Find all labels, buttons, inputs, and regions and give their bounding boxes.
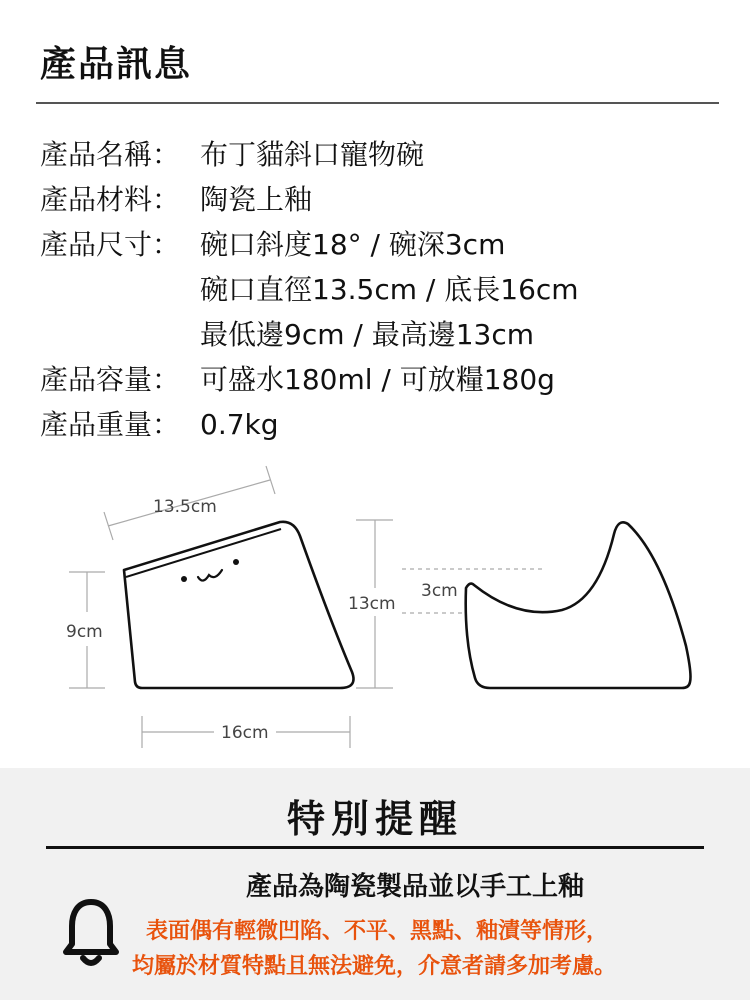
title-divider [36,102,719,104]
notice-panel [0,768,750,1000]
spec-value: 0.7kg [200,408,279,441]
bowl-side-view [124,522,354,688]
page-title: 產品訊息 [40,44,193,85]
notice-heading: 產品為陶瓷製品並以手工上釉 [245,872,584,902]
bowl-section-view [466,522,691,688]
dim-label-high: 13cm [348,594,396,614]
spec-row-name [40,132,579,177]
spec-row-capacity [40,357,579,402]
spec-value: 碗口直徑13.5cm / 底長16cm [200,273,579,306]
spec-row-weight [40,402,579,447]
dim-label-low: 9cm [66,622,103,642]
spec-label: 產品材料： [40,183,181,216]
notice-line: 均屬於材質特點且無法避免，介意者請多加考慮。 [132,954,617,979]
dimension-diagram [0,450,750,770]
spec-row-material [40,177,579,222]
dimension-diagram-svg [0,450,750,770]
spec-value: 陶瓷上釉 [200,183,313,216]
spec-label: 產品名稱： [40,138,181,171]
dim-label-depth: 3cm [421,581,458,601]
spec-label: 產品重量： [40,408,181,441]
spec-label: 產品容量： [40,363,181,396]
spec-list [40,132,579,447]
cat-eye-left [181,576,187,582]
notice-line: 表面偶有輕微凹陷、不平、黑點、釉漬等情形， [146,919,609,944]
spec-value: 可盛水180ml / 可放糧180g [200,363,555,396]
dim-label-base: 16cm [221,723,269,743]
bell-icon [62,896,120,968]
spec-value: 最低邊9cm / 最高邊13cm [200,318,535,351]
notice-divider [46,846,704,849]
spec-value: 布丁貓斜口寵物碗 [200,138,425,171]
cat-eye-right [233,559,239,565]
notice-title: 特別提醒 [286,797,463,841]
spec-label: 產品尺寸： [40,228,181,261]
spec-value: 碗口斜度18° / 碗深3cm [200,228,506,261]
spec-row-size [40,222,579,357]
dim-label-rim: 13.5cm [153,497,217,517]
